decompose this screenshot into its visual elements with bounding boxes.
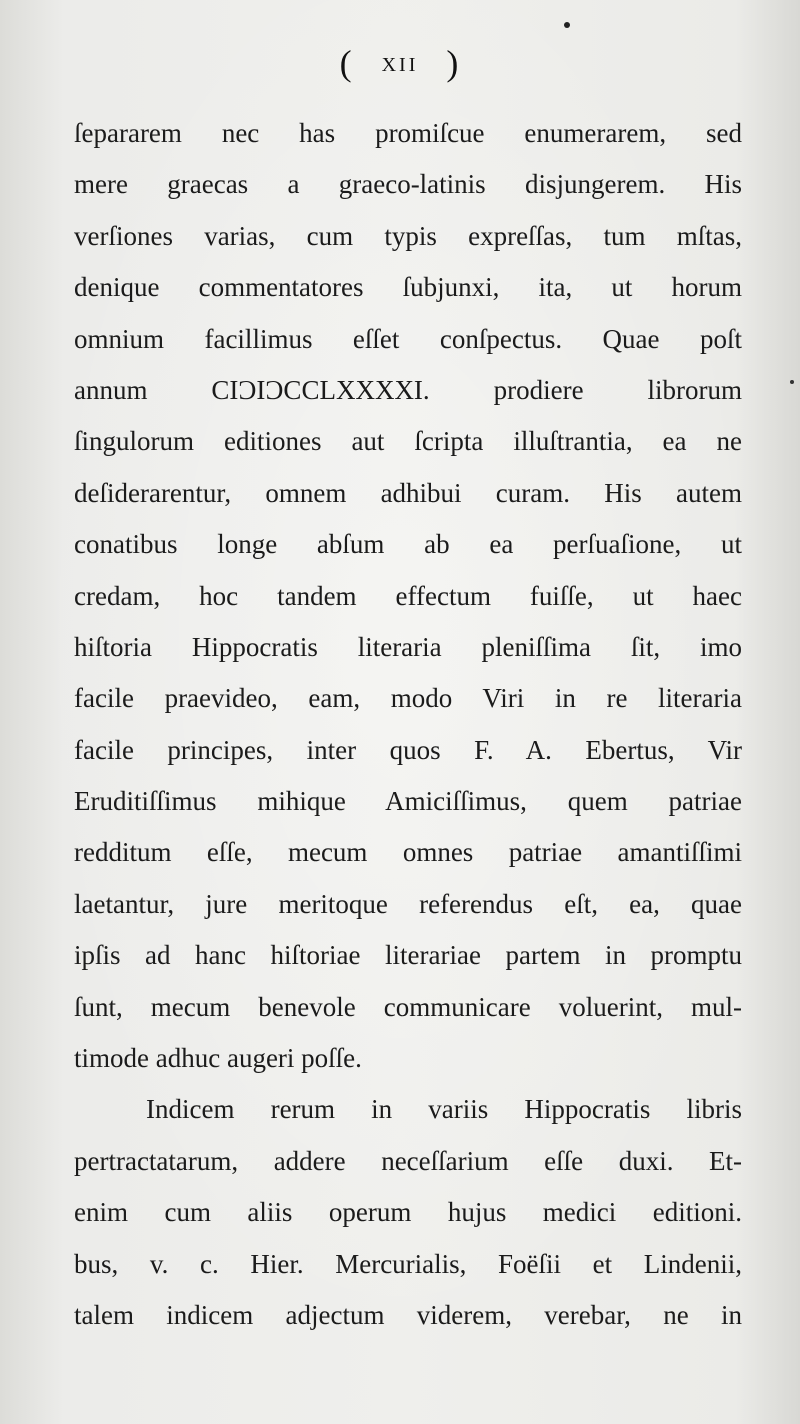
margin-speck bbox=[790, 380, 794, 384]
header-right-paren: ) bbox=[446, 43, 461, 83]
text-line: ſepararem nec has promiſcue enumerarem, sed bbox=[74, 118, 742, 148]
text-line: enim cum aliis operum hujus medici editioni. bbox=[74, 1197, 742, 1228]
text-line: deſiderarentur, omnem adhibui curam. His autem bbox=[74, 477, 742, 508]
text-line: hiſtoria Hippocratis literaria pleniſſima ſit, imo bbox=[74, 631, 742, 662]
header-left-paren: ( bbox=[339, 43, 354, 83]
text-line: credam, hoc tandem effectum fuiſſe, ut haec bbox=[74, 580, 742, 611]
text-line: omnium facillimus eſſet conſpectus. Quae poſt bbox=[74, 323, 742, 354]
text-line: ſingulorum editiones aut ſcripta illuſtrantia, ea ne bbox=[74, 426, 742, 457]
text-line: Eruditiſſimus mihique Amiciſſimus, quem patriae bbox=[74, 786, 742, 817]
text-line: bus, v. c. Hier. Mercurialis, Foëſii et Lindenii, bbox=[74, 1248, 742, 1279]
text-line: mere graecas a graeco-latinis disjungerem. His bbox=[74, 169, 742, 200]
text-line: redditum eſſe, mecum omnes patriae amantiſſimi bbox=[74, 837, 742, 868]
text-line: verſiones varias, cum typis expreſſas, tum mſtas, bbox=[74, 220, 742, 251]
paragraph-end-line: timode adhuc augeri poſſe. bbox=[74, 1043, 362, 1074]
text-line: pertractatarum, addere neceſſarium eſſe duxi. Et- bbox=[74, 1145, 742, 1176]
body-text bbox=[74, 108, 742, 1341]
text-line: facile praevideo, eam, modo Viri in re literaria bbox=[74, 683, 742, 714]
text-line: laetantur, jure meritoque referendus eſt, ea, quae bbox=[74, 888, 742, 919]
text-line: ſunt, mecum benevole communicare voluerint, mul- bbox=[74, 991, 742, 1022]
ink-speck bbox=[564, 22, 570, 28]
text-line: talem indicem adjectum viderem, verebar, ne in bbox=[74, 1299, 742, 1330]
text-line: denique commentatores ſubjunxi, ita, ut horum bbox=[74, 272, 742, 303]
page-number: XII bbox=[381, 54, 419, 76]
page-header bbox=[0, 42, 800, 84]
text-line: conatibus longe abſum ab ea perſuaſione, ut bbox=[74, 529, 742, 560]
paragraph-start-line: Indicem rerum in variis Hippocratis libris bbox=[146, 1094, 742, 1125]
text-line: annum CIƆIƆCCLXXXXI. prodiere librorum bbox=[74, 374, 742, 405]
text-line: ipſis ad hanc hiſtoriae literariae partem in promptu bbox=[74, 940, 742, 971]
text-line: facile principes, inter quos F. A. Ebertus, Vir bbox=[74, 734, 742, 765]
